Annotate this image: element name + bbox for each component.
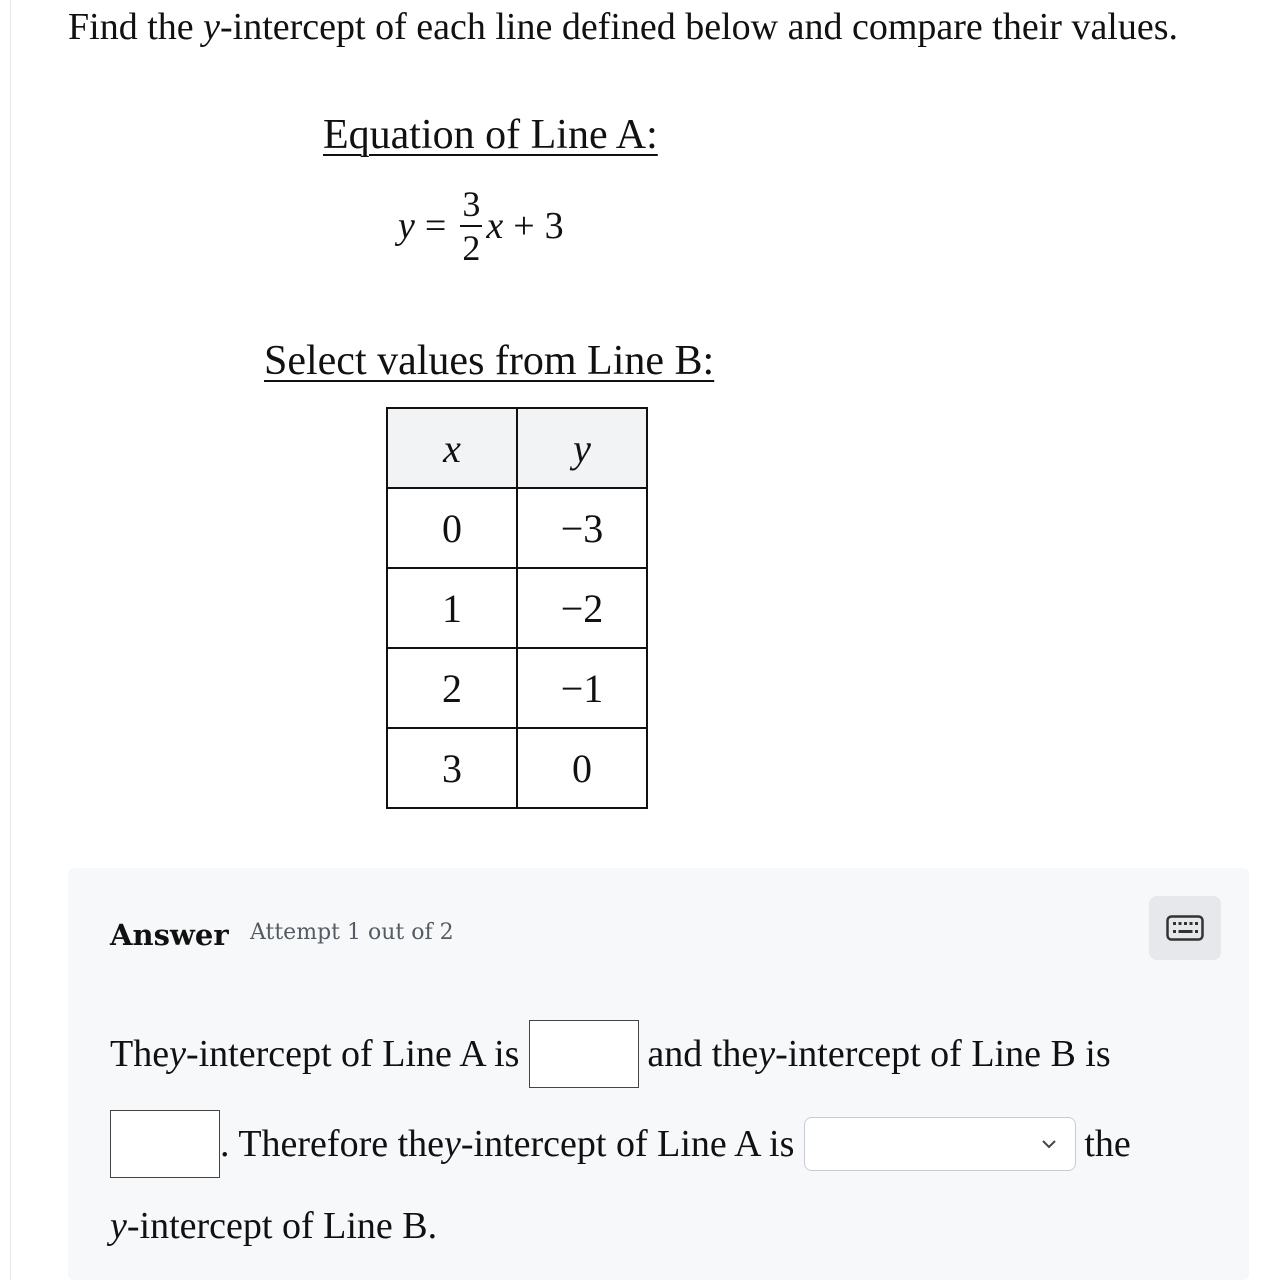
line-a-intercept-input[interactable]	[529, 1020, 639, 1088]
line-a-heading: Equation of Line A:	[323, 112, 658, 158]
question-text: Find the y-intercept of each line defined below and compare their values.	[68, 6, 1179, 48]
table-row	[387, 648, 647, 728]
table-cell-y: −3	[517, 488, 647, 568]
y-variable: y	[444, 1123, 461, 1165]
y-variable: y	[169, 1033, 186, 1075]
line-b-heading: Select values from Line B:	[264, 338, 715, 384]
table-cell-x: 2	[387, 648, 517, 728]
table-cell-y: −1	[517, 648, 647, 728]
table-cell-x: 0	[387, 488, 517, 568]
keyboard-toggle-button[interactable]	[1149, 896, 1221, 960]
equation-x: x	[486, 205, 504, 247]
keyboard-icon	[1166, 915, 1204, 941]
attempt-counter: Attempt 1 out of 2	[250, 920, 454, 945]
chevron-down-icon	[1041, 1139, 1057, 1149]
table-row	[387, 568, 647, 648]
comparison-dropdown[interactable]	[804, 1117, 1076, 1171]
equation-constant: 3	[544, 205, 564, 247]
slope-numerator: 3	[462, 184, 481, 224]
column-header-x: x	[387, 408, 517, 488]
plus-sign: +	[513, 205, 535, 247]
line-b-intercept-input[interactable]	[110, 1110, 220, 1178]
column-header-y: y	[517, 408, 647, 488]
y-variable: y	[758, 1033, 776, 1075]
slope-fraction	[460, 183, 482, 269]
table-cell-y: −2	[517, 568, 647, 648]
y-variable: y	[203, 6, 220, 48]
table-row	[387, 728, 647, 808]
answer-sentence-line-3: y -intercept of Line B.	[110, 1205, 438, 1247]
page-left-border	[10, 0, 11, 1280]
answer-panel	[68, 868, 1249, 1280]
y-variable: y	[110, 1205, 127, 1247]
answer-label: Answer	[110, 918, 229, 952]
equals-sign: =	[424, 205, 447, 247]
answer-sentence-line-1: The y -intercept of Line A is and the y -intercept of Line B is	[110, 1018, 1111, 1090]
line-b-table	[386, 407, 648, 809]
table-cell-x: 3	[387, 728, 517, 808]
table-cell-x: 1	[387, 568, 517, 648]
table-row	[387, 488, 647, 568]
slope-denominator: 2	[462, 228, 481, 268]
table-header-row	[387, 408, 647, 488]
line-a-equation	[398, 176, 564, 276]
table-cell-y: 0	[517, 728, 647, 808]
equation-lhs: y	[398, 205, 415, 247]
answer-sentence-line-2: . Therefore the y -intercept of Line A is the	[110, 1108, 1131, 1180]
